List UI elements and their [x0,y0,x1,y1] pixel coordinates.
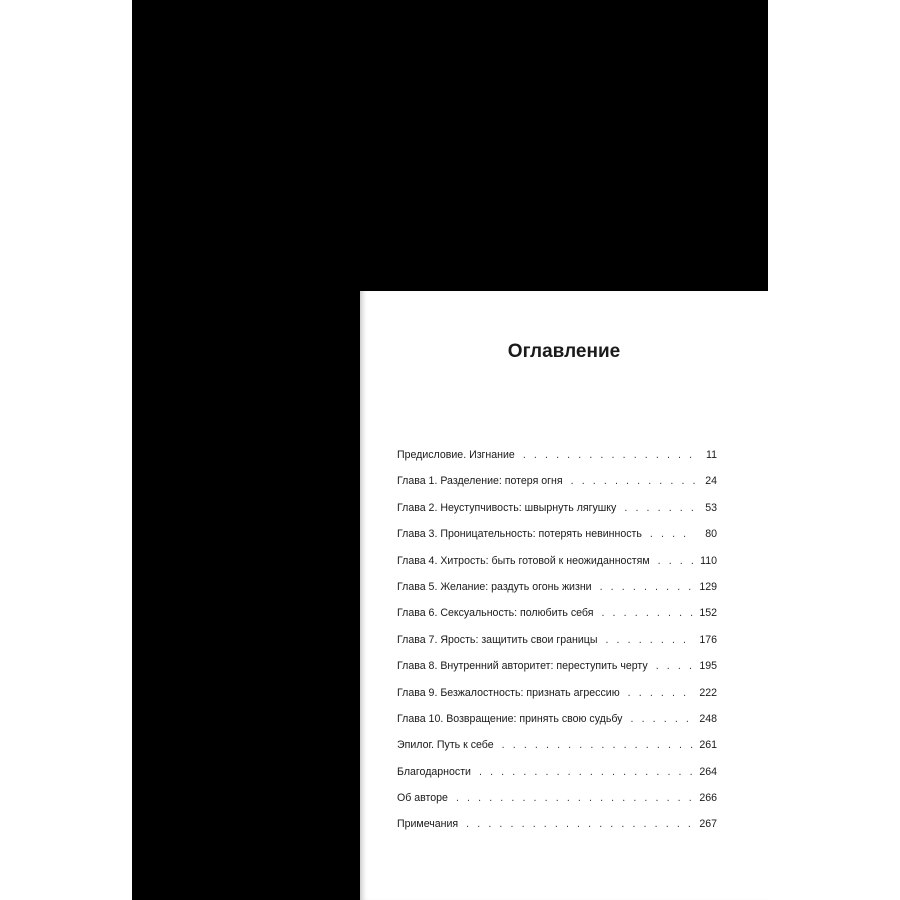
dot-leader [601,607,695,619]
toc-entry-label: Глава 4. Хитрость: быть готовой к неожиданностям [397,554,650,567]
toc-entry-page-number: 129 [699,580,717,593]
dot-leader [600,581,695,593]
page-title: Оглавление [507,341,621,362]
toc-entry [397,581,717,607]
toc-entry [397,634,717,660]
dot-leader [650,528,695,540]
toc-entry [397,713,717,739]
toc-entry-label: Предисловие. Изгнание [397,449,515,461]
toc-entry-label: Глава 5. Желание: раздуть огонь жизни [397,580,592,593]
toc-entry-page-number: 152 [699,607,717,620]
toc-entry-label: Эпилог. Путь к себе [397,739,494,752]
dot-leader [571,475,695,487]
toc-entry-page-number: 264 [699,765,717,778]
toc-entry-page-number: 261 [699,739,717,752]
dot-leader [502,739,695,751]
toc-entry [397,502,717,528]
toc-entry-page-number: 176 [699,633,717,646]
dot-leader [628,687,695,699]
table-of-contents [397,449,717,845]
toc-entry-page-number: 248 [699,712,717,725]
dot-leader [523,449,695,461]
toc-entry-label: Глава 1. Разделение: потеря огня [397,475,563,488]
toc-entry-page-number: 24 [705,475,717,488]
toc-entry [397,792,717,818]
toc-entry [397,475,717,501]
toc-entry-page-number: 110 [700,554,717,567]
toc-entry [397,607,717,633]
toc-entry-page-number: 195 [699,660,717,673]
toc-entry [397,555,717,581]
toc-entry-page-number: 266 [699,792,717,805]
dot-leader [466,818,695,830]
toc-entry-label: Глава 10. Возвращение: принять свою судьбу [397,712,623,725]
toc-entry-label: Глава 9. Безжалостность: признать агрессию [397,686,620,699]
dot-leader [605,634,695,646]
toc-entry-page-number: 80 [705,528,717,541]
toc-entry [397,766,717,792]
toc-entry [397,449,717,475]
toc-entry-label: Примечания [397,818,459,831]
toc-entry-page-number: 53 [705,501,717,514]
toc-entry-label: Благодарности [397,765,471,778]
dot-leader [456,792,695,804]
toc-entry-page-number: 267 [699,818,717,831]
toc-entry-label: Глава 3. Проницательность: потерять невинность [397,528,642,541]
toc-entry [397,687,717,713]
toc-entry-label: Об авторе [397,792,448,805]
toc-entry [397,818,717,844]
toc-entry-label: Глава 2. Неуступчивость: швырнуть лягушку [397,501,617,514]
dot-leader [630,713,695,725]
toc-entry [397,739,717,765]
dot-leader [656,660,695,672]
toc-entry [397,660,717,686]
toc-entry-label: Глава 8. Внутренний авторитет: переступить черту [397,660,648,673]
toc-entry-label: Глава 6. Сексуальность: полюбить себя [397,607,594,620]
dot-leader [624,502,695,514]
dot-leader [658,555,695,567]
toc-entry-page-number: 11 [706,449,717,461]
toc-entry-page-number: 222 [699,686,717,699]
toc-entry [397,528,717,554]
toc-entry-label: Глава 7. Ярость: защитить свои границы [397,633,598,646]
dot-leader [479,766,695,778]
